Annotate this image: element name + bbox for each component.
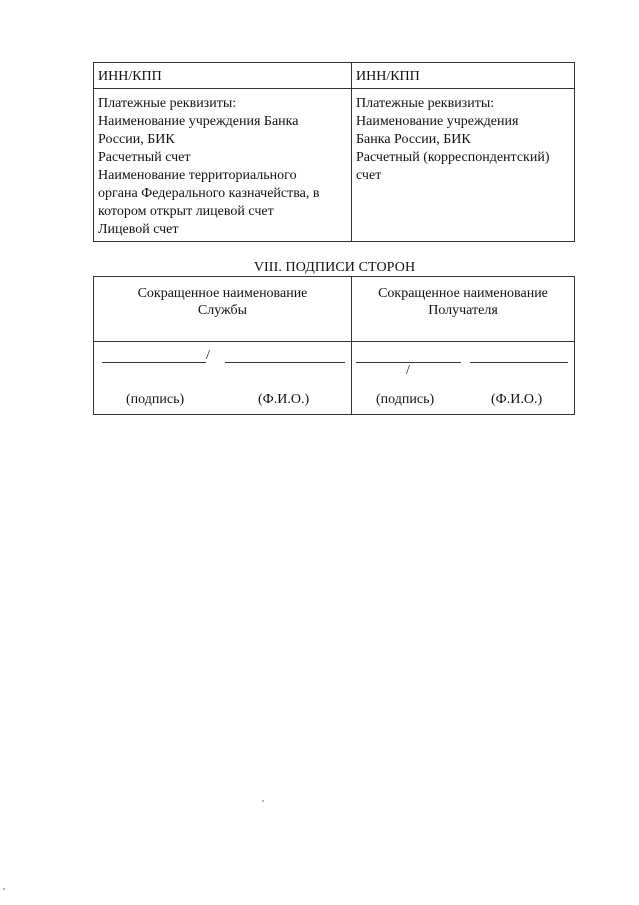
recipient-name-cell (352, 277, 575, 342)
payment-details-left-line: органа Федерального казначейства, в (98, 186, 320, 201)
requisites-header-row (94, 63, 575, 89)
inn-kpp-left-label: ИНН/КПП (98, 69, 162, 84)
service-name-cell (94, 277, 352, 342)
scan-speck (3, 888, 5, 890)
recipient-slash: / (406, 363, 410, 378)
inn-kpp-right-cell (352, 63, 575, 89)
requisites-table (93, 62, 575, 242)
payment-details-right-cell (352, 89, 575, 242)
payment-details-left-cell (94, 89, 352, 242)
service-name-line1: Сокращенное наименование (137, 286, 308, 301)
service-fio-caption: (Ф.И.О.) (258, 392, 310, 407)
party-names-row (94, 277, 575, 342)
signatures-row (94, 342, 575, 415)
payment-details-right-line: Наименование учреждения (356, 114, 519, 129)
payment-details-right-line: Расчетный (корреспондентский) (356, 150, 550, 165)
recipient-name-line1: Сокращенное наименование (378, 286, 548, 301)
payment-details-right-line: счет (356, 168, 382, 183)
recipient-name-line2: Получателя (428, 303, 498, 318)
scan-speck (262, 800, 264, 802)
section-title: VIII. ПОДПИСИ СТОРОН (253, 260, 416, 275)
payment-details-left-line: Наименование учреждения Банка (98, 114, 299, 129)
inn-kpp-left-cell (94, 63, 352, 89)
recipient-fio-line (470, 362, 568, 363)
service-signature-line (102, 362, 206, 363)
service-fio-line (225, 362, 345, 363)
inn-kpp-right-label: ИНН/КПП (356, 69, 420, 84)
service-signature-cell (94, 342, 352, 415)
payment-details-right-line: Платежные реквизиты: (356, 96, 495, 111)
recipient-signature-cell (352, 342, 575, 415)
payment-details-right-line: Банка России, БИК (356, 132, 471, 147)
recipient-fio-caption: (Ф.И.О.) (491, 392, 543, 407)
payment-details-left-line: Платежные реквизиты: (98, 96, 237, 111)
requisites-body-row (94, 89, 575, 242)
payment-details-left-line: Наименование территориального (98, 168, 297, 183)
service-name-line2: Службы (197, 303, 248, 318)
payment-details-left-line: России, БИК (98, 132, 175, 147)
service-signature-caption: (подпись) (126, 392, 185, 407)
recipient-signature-caption: (подпись) (376, 392, 435, 407)
payment-details-left-line: котором открыт лицевой счет (98, 204, 274, 219)
payment-details-left-line: Лицевой счет (98, 222, 179, 237)
service-slash: / (206, 348, 210, 363)
signatures-table (93, 276, 575, 415)
payment-details-left-line: Расчетный счет (98, 150, 191, 165)
